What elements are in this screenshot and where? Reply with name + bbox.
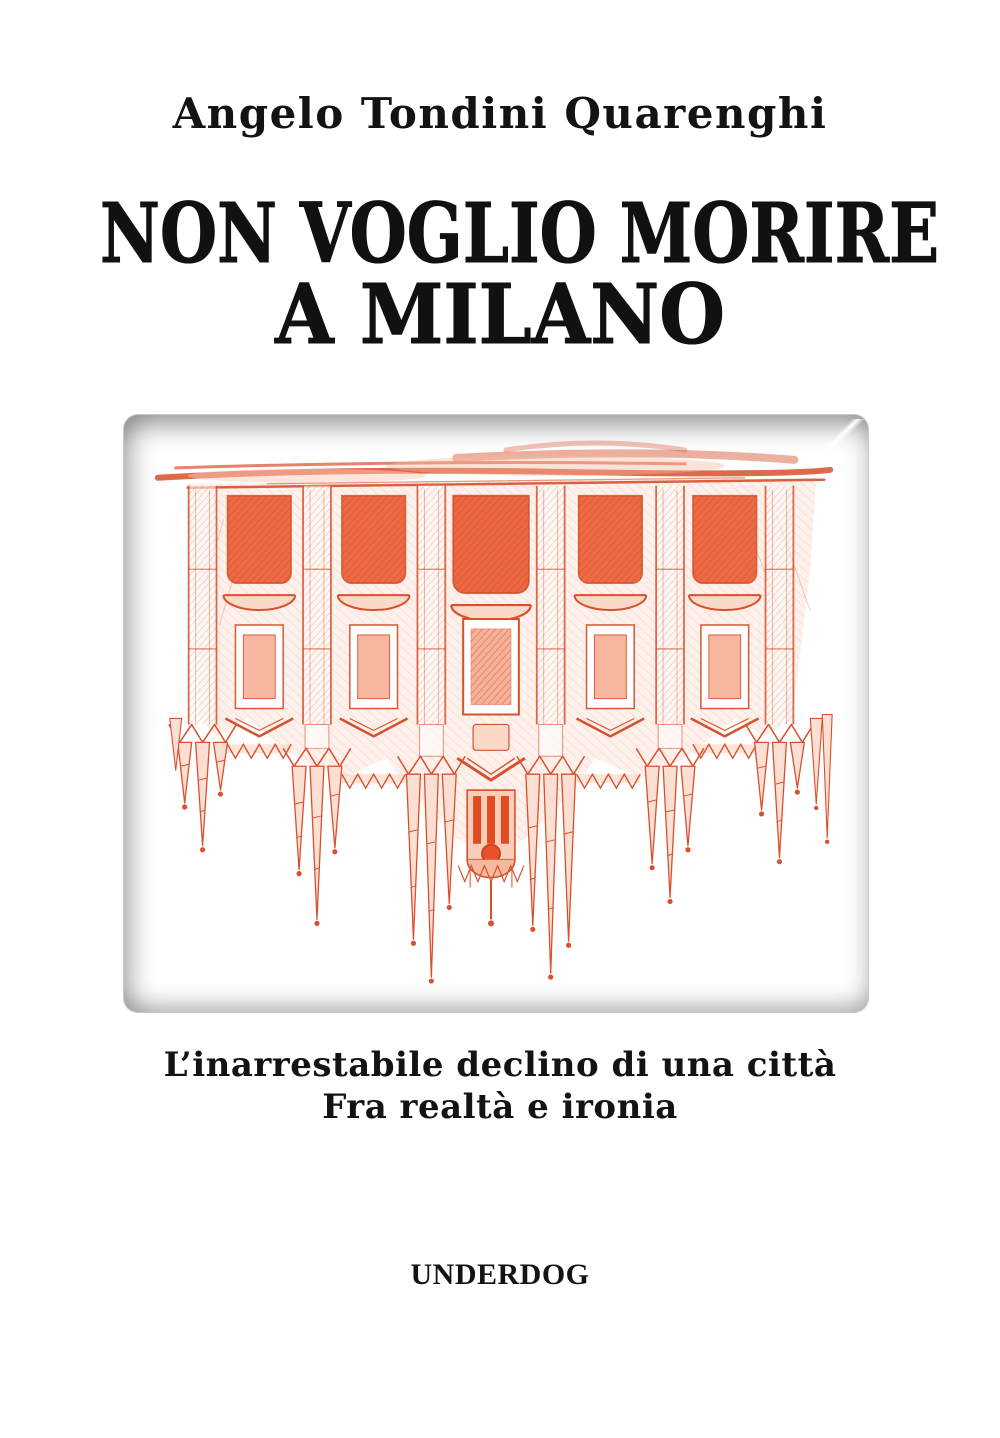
publisher-name: UNDERDOG [410,1258,590,1291]
title-line-1: NON VOGLIO MORIRE [100,186,940,282]
title-line-2: A MILANO [275,267,725,363]
subtitle-line-2: Fra realtà e ironia [322,1087,678,1127]
duomo-upside-down-illustration [128,419,864,1008]
cover-illustration-frame [124,415,868,1012]
author-name: Angelo Tondini Quarenghi [172,89,828,138]
subtitle-line-1: L’inarrestabile declino di una città [163,1045,837,1085]
central-portal [451,496,531,927]
subtitle [0,1044,1000,1128]
book-title [0,186,1000,363]
